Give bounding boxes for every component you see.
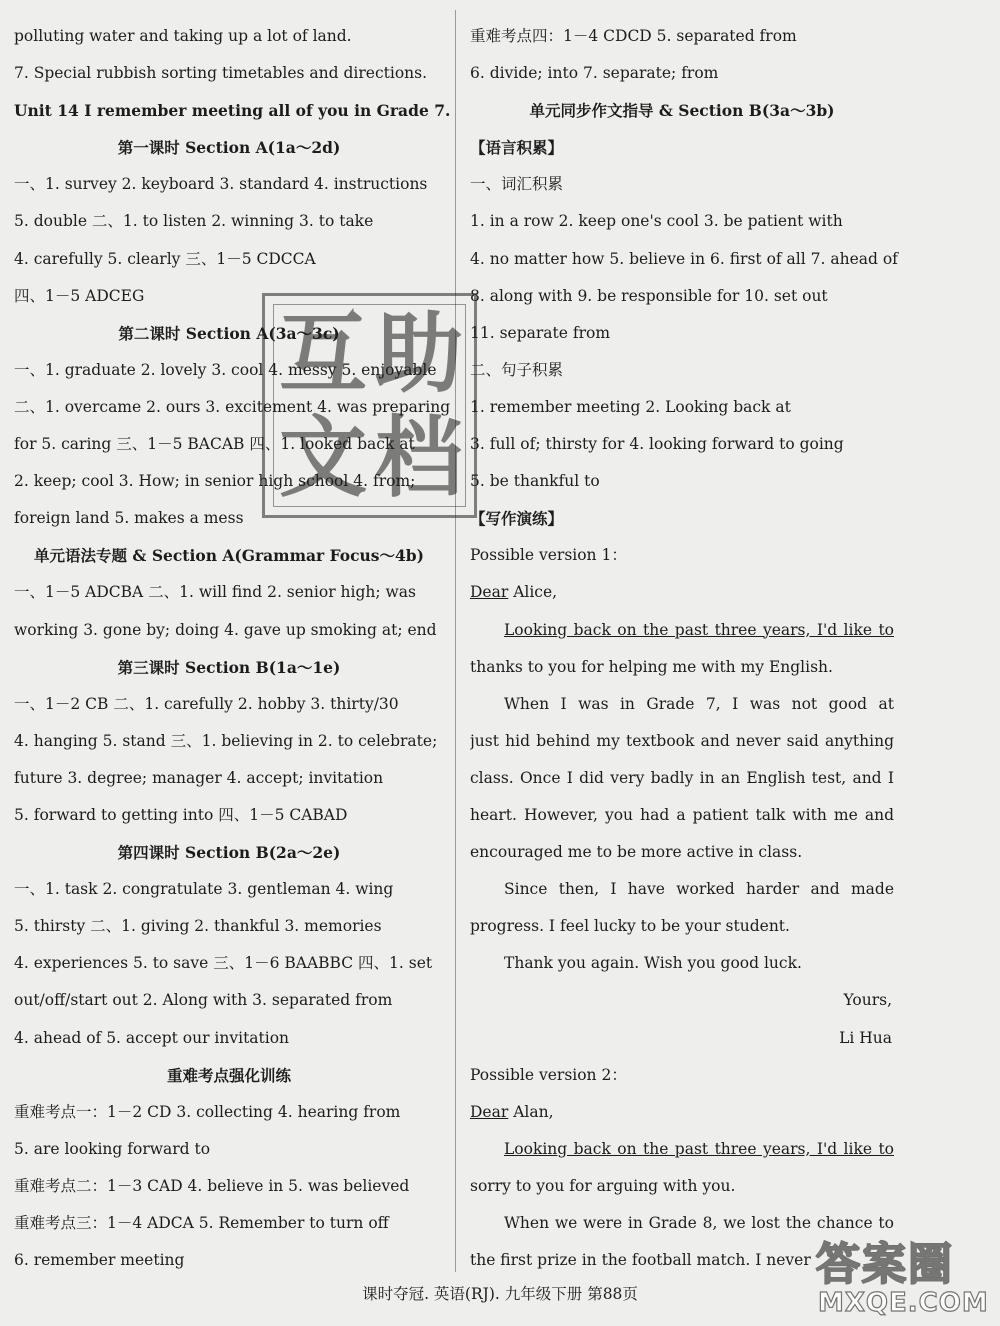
answer-line: 第四课时 Section B(2a～2e) [117, 843, 341, 863]
answer-line: Li Hua [839, 1028, 892, 1047]
watermark-logo [808, 1228, 1000, 1326]
answer-line: 1. remember meeting 2. Looking back at [470, 397, 791, 416]
answer-line: 一、1. graduate 2. lovely 3. cool 4. messy 5. enjoyable [14, 360, 437, 379]
answer-line: 一、1. task 2. congratulate 3. gentleman 4. wing [14, 880, 394, 899]
answer-line: Possible version 2： [470, 1065, 627, 1084]
answer-line: Since then, I have worked harder and made [504, 880, 894, 899]
answer-line: Unit 14 I remember meeting all of you in Grade 7. [14, 101, 451, 121]
answer-line: 8. along with 9. be responsible for 10. set out [470, 286, 828, 305]
answer-line: polluting water and taking up a lot of land. [14, 27, 352, 45]
answer-line: 第二课时 Section A(3a～3c) [118, 323, 340, 343]
answer-line: 6. divide; into 7. separate; from [470, 64, 719, 83]
stamp-char: 互 [278, 302, 367, 405]
stamp-char: 助 [374, 302, 463, 405]
answer-line: 5. be thankful to [470, 472, 600, 491]
watermark-url: MXQE.COM [818, 1288, 989, 1318]
answer-line: 二、1. overcame 2. ours 3. excitement 4. was preparing [14, 397, 451, 416]
answer-line: 单元同步作文指导 & Section B(3a～3b) [529, 101, 835, 121]
answer-line: 一、1. survey 2. keyboard 3. standard 4. instructions [14, 175, 428, 194]
answer-line: 单元语法专题 & Section A(Grammar Focus～4b) [34, 546, 424, 566]
answer-line: out/off/start out 2. Along with 3. separated from [14, 991, 393, 1010]
answer-line: 5. thirsty 二、1. giving 2. thankful 3. memories [14, 917, 382, 936]
answer-line: 3. full of; thirsty for 4. looking forward to going [470, 435, 844, 454]
answer-line: Looking back on the past three years, I'd like to [504, 620, 894, 639]
answer-line: future 3. degree; manager 4. accept; invitation [14, 768, 384, 787]
answer-line: 5. are looking forward to [14, 1139, 211, 1158]
answer-line: 【语言积累】 [470, 138, 564, 158]
answer-line: sorry to you for arguing with you. [470, 1176, 736, 1195]
answer-line: 2. keep; cool 3. How; in senior high school 4. from; [14, 472, 416, 491]
answer-line: 4. no matter how 5. believe in 6. first of all 7. ahead of [470, 249, 898, 268]
answer-line: progress. I feel lucky to be your student. [470, 917, 790, 936]
answer-line: heart. However, you had a patient talk with me and [470, 805, 894, 824]
answer-line: Looking back on the past three years, I'd like to [504, 1139, 894, 1158]
answer-line: Dear Alice, [470, 583, 558, 602]
answer-line: 【写作演练】 [470, 509, 564, 529]
answer-line: 重难考点一：1－2 CD 3. collecting 4. hearing from [14, 1102, 401, 1121]
answer-line: 四、1－5 ADCEG [14, 286, 145, 305]
answer-line: 4. hanging 5. stand 三、1. believing in 2. to celebrate; [14, 731, 438, 750]
answer-line: for 5. caring 三、1－5 BACAB 四、1. looked back at [14, 435, 415, 454]
stamp-char: 档 [374, 406, 463, 509]
answer-line: 一、1－2 CB 二、1. carefully 2. hobby 3. thirty/30 [14, 694, 399, 713]
answer-line: class. Once I did very badly in an English test, and I [470, 768, 894, 787]
column-divider [455, 10, 456, 1272]
answer-line: 7. Special rubbish sorting timetables and directions. [14, 64, 428, 83]
answer-column-left [14, 18, 451, 1279]
watermark-text: 答案圈 [816, 1239, 954, 1290]
answer-line: 4. carefully 5. clearly 三、1－5 CDCCA [14, 249, 316, 268]
answer-column-right [470, 18, 898, 1279]
answer-line: 6. remember meeting [14, 1251, 185, 1270]
answer-line: working 3. gone by; doing 4. gave up smoking at; end [14, 620, 437, 639]
answer-line: the first prize in the football match. I never [470, 1251, 811, 1270]
answer-line: 1. in a row 2. keep one's cool 3. be patient with [470, 212, 843, 231]
answer-line: encouraged me to be more active in class. [470, 843, 803, 862]
answer-line: 第一课时 Section A(1a～2d) [117, 138, 341, 158]
answer-line: Thank you again. Wish you good luck. [504, 954, 802, 973]
answer-line: Dear Alan, [470, 1102, 554, 1121]
answer-line: 重难考点四：1－4 CDCD 5. separated from [470, 27, 797, 45]
stamp-seal [262, 293, 477, 518]
answer-line: 二、句子积累 [470, 360, 564, 379]
answer-line: 第三课时 Section B(1a～1e) [117, 657, 341, 677]
answer-line: 一、词汇积累 [470, 175, 564, 194]
answer-line: 5. forward to getting into 四、1－5 CABAD [14, 805, 348, 824]
page-footer: 课时夺冠. 英语(RJ). 九年级下册 第88页 [362, 1285, 638, 1303]
answer-line: 4. ahead of 5. accept our invitation [14, 1028, 290, 1047]
answer-line: 重难考点二：1－3 CAD 4. believe in 5. was believed [14, 1176, 410, 1195]
answer-line: 4. experiences 5. to save 三、1－6 BAABBC 四、1. set [14, 954, 433, 973]
answer-line: 11. separate from [470, 323, 611, 342]
answer-line: When I was in Grade 7, I was not good at [504, 694, 894, 713]
stamp-char: 文 [278, 406, 367, 509]
answer-line: Possible version 1： [470, 546, 627, 565]
answer-line: 重难考点三：1－4 ADCA 5. Remember to turn off [14, 1214, 389, 1232]
answer-line: just hid behind my textbook and never said anything [470, 731, 894, 750]
answer-line: Yours, [843, 991, 892, 1010]
answer-line: foreign land 5. makes a mess [14, 509, 244, 528]
answer-line: thanks to you for helping me with my English. [470, 657, 833, 676]
answer-line: When we were in Grade 8, we lost the chance to [504, 1214, 894, 1232]
answer-line: 一、1－5 ADCBA 二、1. will find 2. senior high; was [14, 583, 417, 602]
answer-line: 重难考点强化训练 [166, 1065, 291, 1085]
answer-line: 5. double 二、1. to listen 2. winning 3. to take [14, 212, 374, 231]
